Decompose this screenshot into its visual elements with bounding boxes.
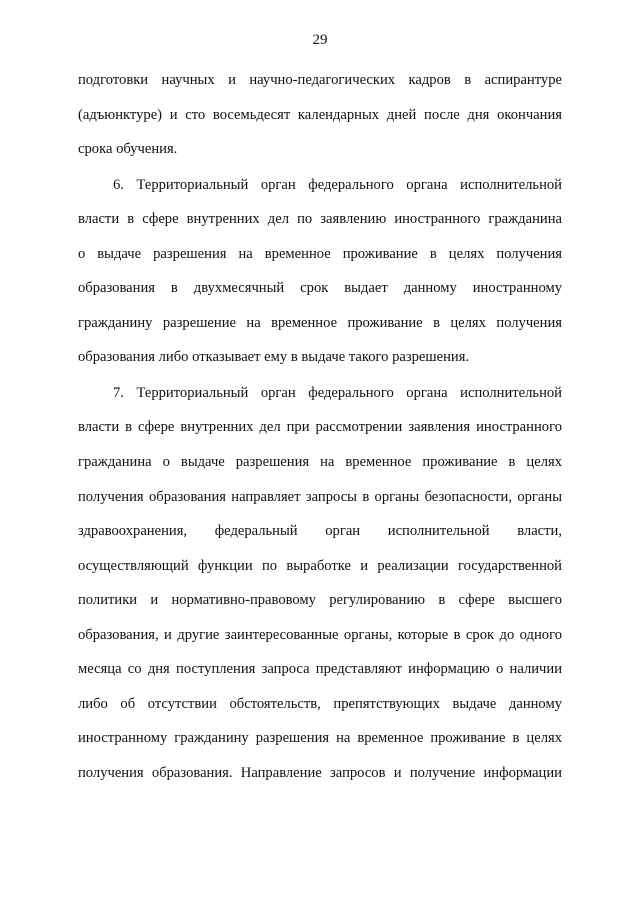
text-line: власти в сфере внутренних дел при рассмотрении заявления иностранного (78, 419, 562, 436)
text-line: образования, и другие заинтересованные органы, которые в срок до одного (78, 626, 562, 643)
text-line: иностранному гражданину разрешения на временное проживание в целях (78, 730, 562, 747)
document-body (78, 63, 562, 791)
text-line: 6. Территориальный орган федерального органа исполнительной (113, 176, 562, 193)
paragraph-item-6 (78, 168, 562, 375)
text-line: месяца со дня поступления запроса представляют информацию о наличии (78, 661, 562, 678)
text-line: политики и нормативно-правовому регулированию в сфере высшего (78, 592, 562, 609)
text-line: 7. Территориальный орган федерального органа исполнительной (113, 384, 562, 401)
text-line: (адъюнктуре) и сто восемьдесят календарных дней после дня окончания (78, 106, 562, 123)
text-line: гражданину разрешение на временное проживание в целях получения (78, 314, 562, 331)
text-line: власти в сфере внутренних дел по заявлению иностранного гражданина (78, 211, 562, 228)
text-line: осуществляющий функции по выработке и реализации государственной (78, 557, 562, 574)
text-line: срока обучения. (78, 141, 178, 158)
text-line: получения образования. Направление запросов и получение информации (78, 764, 562, 781)
text-line: образования в двухмесячный срок выдает данному иностранному (78, 280, 562, 297)
text-line: либо об отсутствии обстоятельств, препятствующих выдаче данному (78, 695, 562, 712)
text-line: образования либо отказывает ему в выдаче такого разрешения. (78, 349, 470, 366)
text-line: гражданина о выдаче разрешения на временное проживание в целях (78, 454, 562, 471)
text-line: о выдаче разрешения на временное проживание в целях получения (78, 245, 562, 262)
page-number: 29 (312, 32, 328, 48)
paragraph-item-7 (78, 376, 562, 791)
text-line: получения образования направляет запросы в органы безопасности, органы (78, 488, 562, 505)
text-line: подготовки научных и научно-педагогических кадров в аспирантуре (78, 72, 562, 88)
paragraph-continuation (78, 63, 562, 167)
text-line: здравоохранения, федеральный орган исполнительной власти, (78, 523, 562, 540)
